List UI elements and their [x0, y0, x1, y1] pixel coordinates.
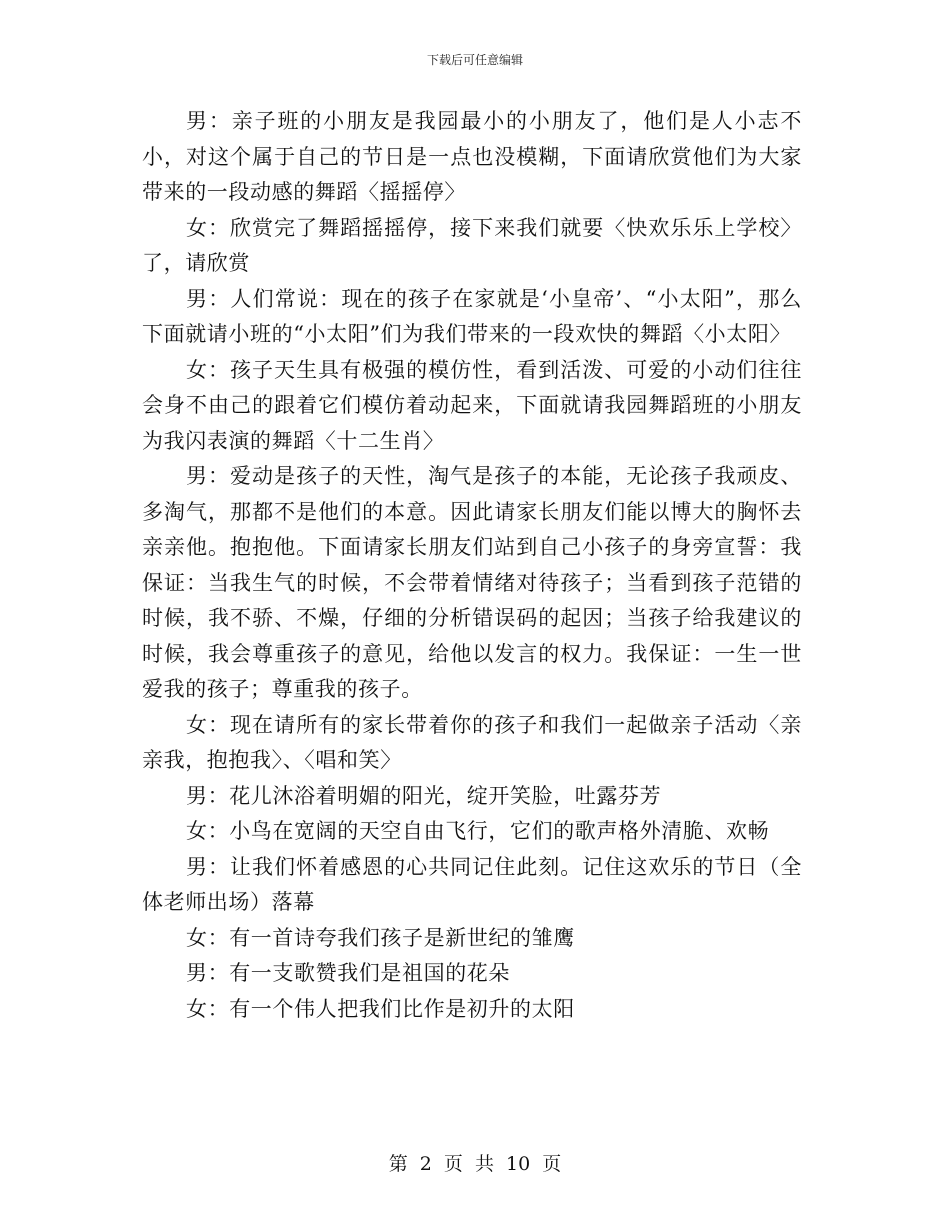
paragraph: 女：小鸟在宽阔的天空自由飞行，它们的歌声格外清脆、欢畅	[186, 819, 770, 843]
paragraph: 男：花儿沐浴着明媚的阳光，绽开笑脸，吐露芬芳	[186, 783, 662, 808]
paragraph: 男：爱动是孩子的天性，淘气是孩子的本能，无论孩子我顽皮、多淘气，那都不是他们的本意。因此请家长朋友们能以博大的胸怀去亲亲他。抱抱他。下面请家长朋友们站到自己小孩子的身旁宣誓：我保证：当我生气的时候，不会带着情绪对待孩子；当看到孩子范错的时候，我不骄、不燥，仔细的分析错误码的起因；当孩子给我建议的时候，我会尊重孩子的意见，给他以发言的权力。我保证：一生一世爱我的孩子；尊重我的孩子。	[142, 464, 802, 701]
paragraph: 女：孩子天生具有极强的模仿性，看到活泼、可爱的小动们往往会身不由己的跟着它们模仿着动起来，下面就请我园舞蹈班的小朋友为我闪表演的舞蹈〈十二生肖〉	[142, 357, 802, 453]
paragraph: 男：有一支歌赞我们是祖国的花朵	[186, 961, 510, 985]
page-number-footer: 第 2 页 共 10 页	[388, 1153, 562, 1175]
page-header: 下载后可任意编辑	[426, 53, 523, 67]
paragraph: 女：现在请所有的家长带着你的孩子和我们一起做亲子活动〈亲亲我，抱抱我〉、〈唱和笑〉	[142, 712, 802, 772]
paragraph: 女：有一首诗夸我们孩子是新世纪的雏鹰	[186, 925, 575, 950]
document-body	[142, 104, 802, 1027]
paragraph: 男：让我们怀着感恩的心共同记住此刻。记住这欢乐的节日（全体老师出场）落幕	[142, 854, 802, 914]
paragraph: 男：人们常说：现在的孩子在家就是‘小皇帝’、“小太阳”，那么下面就请小班的“小太阳”们为我们带来的一段欢快的舞蹈〈小太阳〉	[142, 286, 802, 346]
paragraph: 男：亲子班的小朋友是我园最小的小朋友了，他们是人小志不小，对这个属于自己的节日是一点也没模糊，下面请欣赏他们为大家带来的一段动感的舞蹈〈摇摇停〉	[142, 109, 802, 204]
paragraph: 女：欣赏完了舞蹈摇摇停，接下来我们就要〈快欢乐乐上学校〉了，请欣赏	[142, 215, 802, 275]
paragraph: 女：有一个伟人把我们比作是初升的太阳	[186, 996, 575, 1021]
